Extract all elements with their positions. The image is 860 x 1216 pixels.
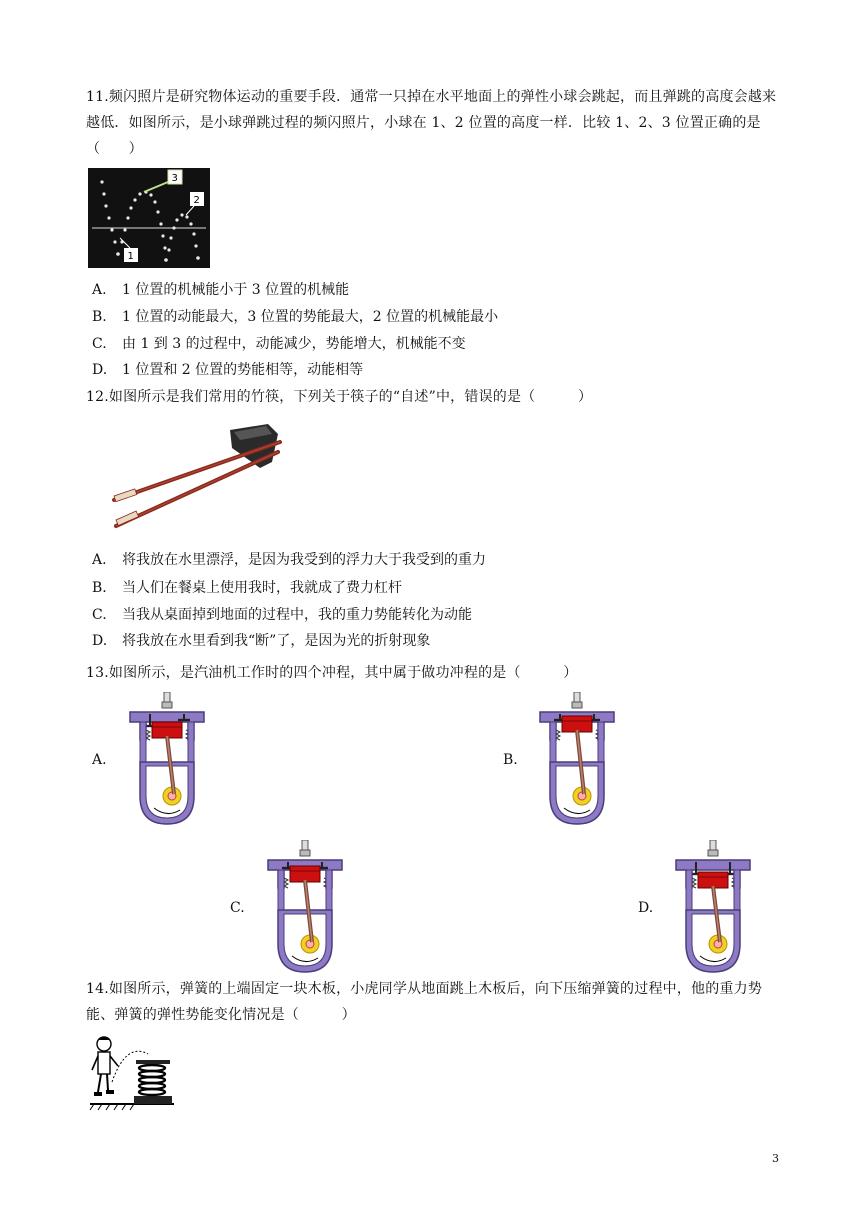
q12-option-a: A. 将我放在水里漂浮，是因为我受到的浮力大于我受到的重力 [92, 552, 486, 568]
engine-diagram-a [122, 692, 214, 828]
engine-diagram-d [668, 840, 760, 976]
bouncing-ball-photo [88, 168, 210, 268]
label-2: 2 [193, 195, 200, 206]
spring-jump-image [88, 1034, 180, 1114]
question-11-stem: 11.频闪照片是研究物体运动的重要手段．通常一只掉在水平地面上的弹性小球会跳起，而且弹跳的高度会越来越低．如图所示，是小球弹跳过程的频闪照片，小球在 1、2 位置的高度一样．比较 1、2、3 位置正确的是（ ） [86, 89, 777, 157]
engine-diagram-c [260, 840, 352, 976]
page-number: 3 [772, 1152, 779, 1165]
q11-option-b: B. 1 位置的动能最大，3 位置的势能最大，2 位置的机械能最小 [92, 309, 499, 325]
chopsticks-image [100, 418, 290, 536]
q11-option-a: A. 1 位置的机械能小于 3 位置的机械能 [92, 282, 350, 298]
q11-option-d: D. 1 位置和 2 位置的势能相等，动能相等 [92, 362, 364, 378]
q13-option-c-label: C. [230, 900, 245, 916]
question-14-stem: 14.如图所示，弹簧的上端固定一块木板，小虎同学从地面跳上木板后，向下压缩弹簧的过程中，他的重力势能、弹簧的弹性势能变化情况是（ ） [86, 981, 763, 1023]
label-3: 3 [171, 173, 178, 184]
q11-option-c: C. 由 1 到 3 的过程中，动能减少，势能增大，机械能不变 [92, 336, 466, 352]
q13-option-a-label: A. [92, 752, 107, 768]
q13-option-d-label: D. [638, 900, 654, 916]
q13-option-b-label: B. [503, 752, 518, 768]
q12-option-c: C. 当我从桌面掉到地面的过程中，我的重力势能转化为动能 [92, 607, 472, 623]
question-13-stem: 13.如图所示，是汽油机工作时的四个冲程，其中属于做功冲程的是（ ） [86, 665, 578, 681]
q12-option-d: D. 将我放在水里看到我“断”了，是因为光的折射现象 [92, 633, 431, 649]
q12-option-b: B. 当人们在餐桌上使用我时，我就成了费力杠杆 [92, 580, 402, 596]
engine-diagram-b [532, 692, 624, 828]
label-1: 1 [127, 251, 134, 262]
question-12-stem: 12.如图所示是我们常用的竹筷，下列关于筷子的“自述”中，错误的是（ ） [86, 389, 593, 405]
